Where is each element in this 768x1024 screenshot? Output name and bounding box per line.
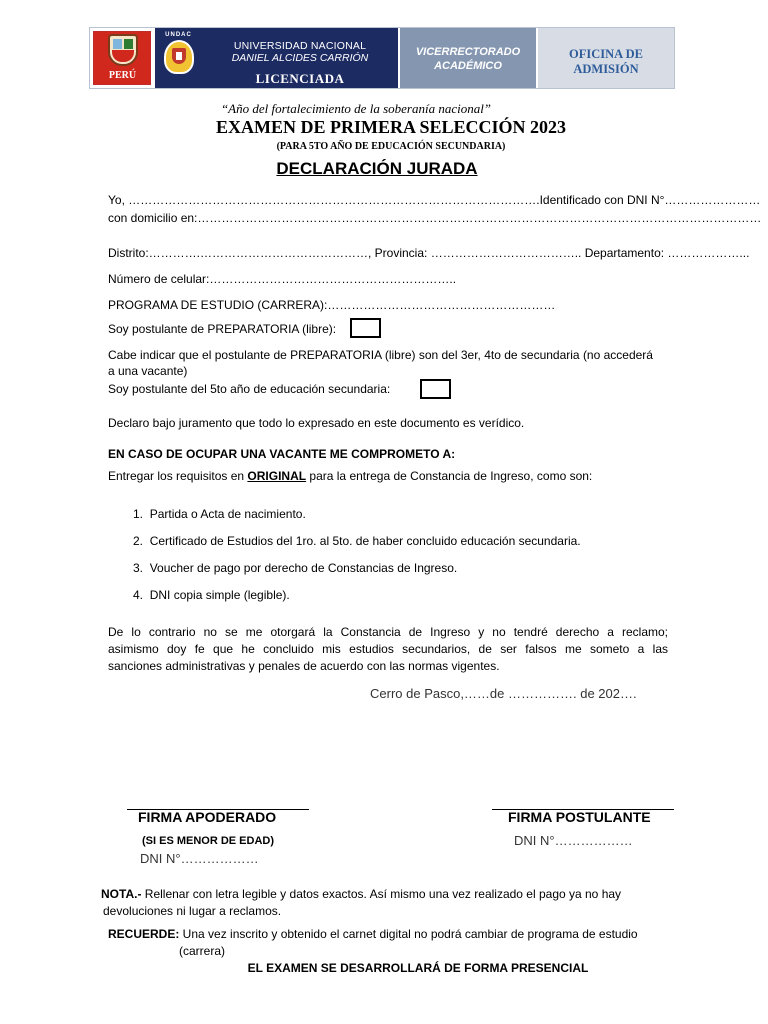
applicant-dni-field[interactable]: DNI N°……………… [514, 833, 633, 848]
requirements-prefix: Entregar los requisitos en [108, 469, 248, 483]
guardian-signature-label: FIRMA APODERADO [138, 809, 277, 825]
year-motto: “Año del fortalecimiento de la soberanía nacional” [220, 101, 492, 116]
undac-crest-icon [164, 40, 194, 74]
declaration-title: DECLARACIÓN JURADA [276, 159, 478, 178]
list-item: 2. Certificado de Estudios del 1ro. al 5to. de haber concluido educación secundaria. [133, 534, 581, 548]
vice-line1: VICERRECTORADO [415, 46, 521, 58]
vice-line2: ACADÉMICO [434, 60, 502, 72]
list-item: 4. DNI copia simple (legible). [133, 588, 290, 602]
undac-label: UNDAC [165, 32, 192, 38]
nota-line2: devoluciones ni lugar a reclamos. [103, 904, 282, 918]
district-province-department-field[interactable]: Distrito:………….……………………………………, Provincia: ……………………………….. Departamento: ………………... [108, 246, 750, 260]
recuerde-line1: RECUERDE: Una vez inscrito y obtenido el carnet digital no podrá cambiar de programa de estudio [108, 927, 638, 941]
peru-label: PERÚ [108, 70, 137, 81]
exam-title: EXAMEN DE PRIMERA SELECCIÓN 2023 [215, 117, 567, 137]
warning-line2: asimismo doy fe que he concluido mis estudios secundarios, de ser falsos me someto a las [108, 642, 668, 656]
requirements-intro [108, 468, 592, 484]
guardian-dni-field[interactable]: DNI N°……………… [140, 851, 259, 866]
requirements-suffix: para la entrega de Constancia de Ingreso, como son: [306, 469, 593, 483]
preparatoria-label: Soy postulante de PREPARATORIA (libre): [108, 322, 337, 336]
exam-subtitle: (PARA 5TO AÑO DE EDUCACIÓN SECUNDARIA) [276, 141, 506, 152]
oath-text: Declaro bajo juramento que todo lo expresado en este documento es verídico. [108, 416, 525, 430]
vicerrectorado-block [398, 28, 536, 88]
applicant-signature-label: FIRMA POSTULANTE [508, 809, 651, 825]
peru-emblem [90, 28, 155, 88]
original-emphasis: ORIGINAL [247, 469, 307, 483]
admission-office-block [536, 28, 674, 88]
guardian-note: (SI ES MENOR DE EDAD) [142, 835, 275, 847]
quinto-checkbox[interactable] [420, 379, 451, 399]
phone-field[interactable]: Número de celular:…………………………………………………….. [108, 272, 457, 286]
recuerde-label: RECUERDE: [108, 927, 180, 941]
nota-line1: NOTA.- Rellenar con letra legible y datos exactos. Así mismo una vez realizado el pago ya no hay [101, 887, 622, 901]
commitment-heading: EN CASO DE OCUPAR UNA VACANTE ME COMPROMETO A: [108, 447, 456, 461]
recuerde-line2: (carrera) [179, 944, 226, 958]
preparatoria-note-line2: a una vacante) [108, 364, 188, 378]
undac-logo [155, 28, 202, 88]
address-field[interactable]: con domicilio en:…………………………………………………………………………………………………………………………… [108, 211, 762, 225]
office-line2: ADMISIÓN [573, 62, 639, 76]
warning-line1: De lo contrario no se me otorgará la Constancia de Ingreso y no tendré derecho a reclamo; [108, 625, 668, 639]
place-date-field[interactable]: Cerro de Pasco,……de ……………. de 202…. [370, 686, 637, 701]
preparatoria-note-line1: Cabe indicar que el postulante de PREPARATORIA (libre) son del 3er, 4to de secundaria (no accederá [108, 348, 653, 362]
final-notice: EL EXAMEN SE DESARROLLARÁ DE FORMA PRESENCIAL [247, 961, 589, 975]
licenciada-label: LICENCIADA [255, 71, 345, 86]
warning-line3: sanciones administrativas y penales de acuerdo con las normas vigentes. [108, 659, 500, 673]
name-dni-field[interactable]: Yo, ………………………………………………………………………………………….Identificado con DNI N°…………………… [108, 193, 761, 207]
office-line1: OFICINA DE [569, 47, 643, 61]
list-item: 3. Voucher de pago por derecho de Constancias de Ingreso. [133, 561, 458, 575]
header-banner [89, 27, 675, 89]
program-field[interactable]: PROGRAMA DE ESTUDIO (CARRERA):………………………………………………… [108, 298, 556, 312]
university-block [202, 28, 398, 88]
university-line1: UNIVERSIDAD NACIONAL [233, 40, 367, 52]
list-item: 1. Partida o Acta de nacimiento. [133, 507, 306, 521]
quinto-label: Soy postulante del 5to año de educación secundaria: [108, 382, 391, 396]
preparatoria-checkbox[interactable] [350, 318, 381, 338]
nota-label: NOTA.- [101, 887, 142, 901]
university-line2: DANIEL ALCIDES CARRIÓN [231, 52, 369, 64]
